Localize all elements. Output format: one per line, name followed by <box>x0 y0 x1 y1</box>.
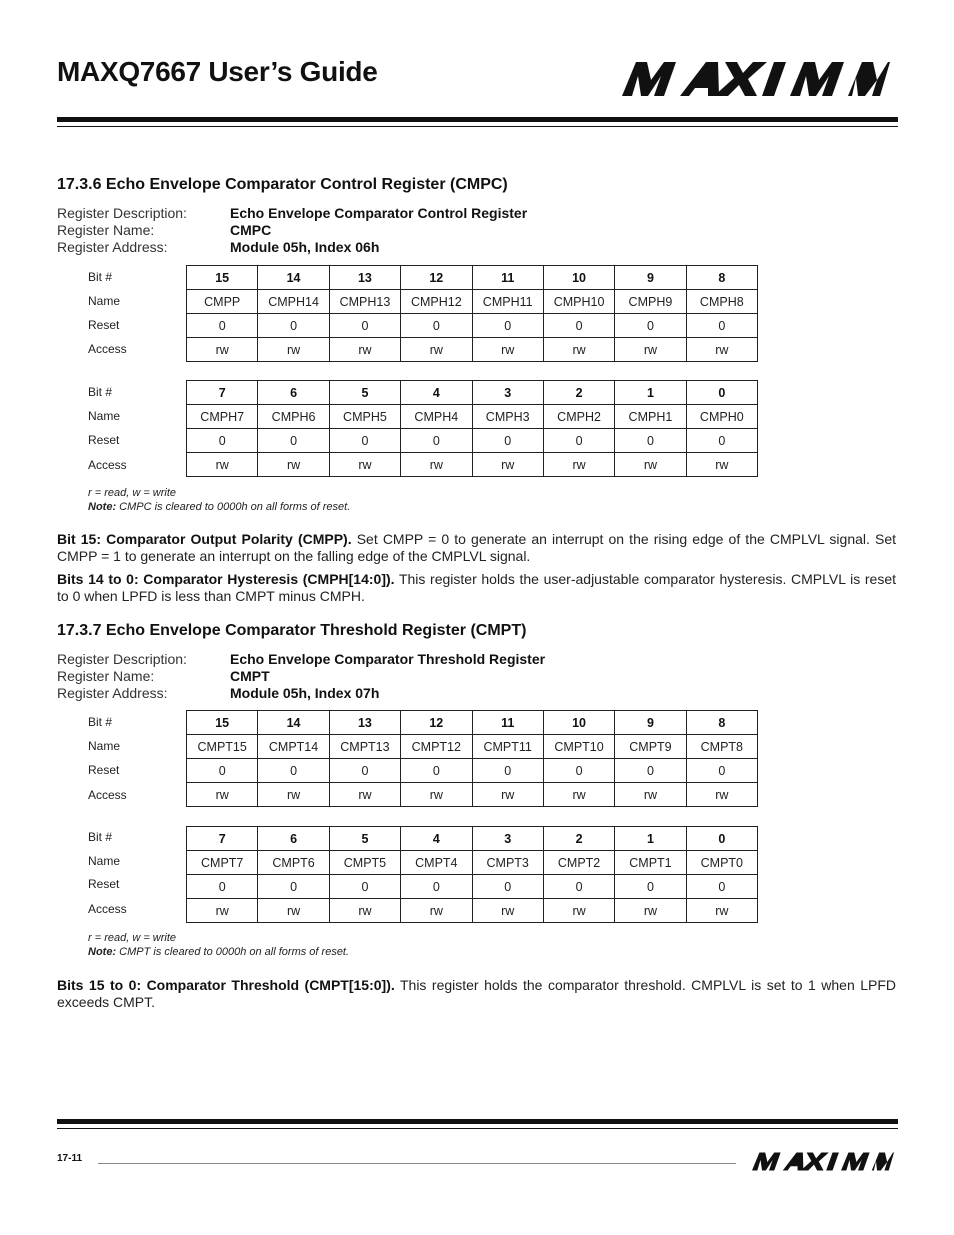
bit-name-cell: CMPT14 <box>258 735 329 759</box>
reset-value-cell: 0 <box>615 314 686 338</box>
bit-number-cell: 2 <box>543 381 614 405</box>
access-type-cell: rw <box>543 338 614 362</box>
bit-number-cell: 15 <box>187 711 258 735</box>
bit-name-cell: CMPT13 <box>329 735 400 759</box>
access-type-cell: rw <box>187 453 258 477</box>
access-type-cell: rw <box>329 899 400 923</box>
bit-name-cell: CMPT9 <box>615 735 686 759</box>
bit-number-cell: 13 <box>329 711 400 735</box>
table-row <box>187 429 758 453</box>
row-label-bit: Bit # <box>88 830 113 844</box>
access-legend: r = read, w = write <box>88 487 177 499</box>
bit-number-cell: 9 <box>615 266 686 290</box>
bit-description-text: This register holds the user-adjustable comparator hysteresis. CMPLVL is reset to 0 when LPFD is less than CMPT minus CMPH. <box>57 571 896 604</box>
bit-name-cell: CMPH7 <box>187 405 258 429</box>
reset-value-cell: 0 <box>187 429 258 453</box>
reset-value-cell: 0 <box>472 875 543 899</box>
bit-name-cell: CMPH9 <box>615 290 686 314</box>
reset-note <box>88 500 350 514</box>
legend-cmpt <box>88 931 349 959</box>
reset-value-cell: 0 <box>258 314 329 338</box>
table-row <box>187 875 758 899</box>
reset-value-cell: 0 <box>401 875 472 899</box>
bit-name-cell: CMPH14 <box>258 290 329 314</box>
bit-number-cell: 1 <box>615 381 686 405</box>
bit-number-cell: 0 <box>686 827 757 851</box>
access-type-cell: rw <box>686 783 757 807</box>
bit-number-cell: 3 <box>472 827 543 851</box>
bit-name-cell: CMPH10 <box>543 290 614 314</box>
bit-description-heading: Bit 15: Comparator Output Polarity (CMPP). <box>57 531 352 547</box>
bit-name-cell: CMPT2 <box>543 851 614 875</box>
table-row <box>187 851 758 875</box>
note-text: CMPT is cleared to 0000h on all forms of reset. <box>116 946 350 958</box>
bit-number-cell: 8 <box>686 266 757 290</box>
access-type-cell: rw <box>401 783 472 807</box>
bit-name-cell: CMPH5 <box>329 405 400 429</box>
section-title-cmpt: 17.3.7 Echo Envelope Comparator Threshold Register (CMPT) <box>57 622 527 639</box>
reset-value-cell: 0 <box>401 759 472 783</box>
bit-name-cell: CMPT15 <box>187 735 258 759</box>
meta-value: Module 05h, Index 06h <box>230 239 380 255</box>
meta-label: Register Name: <box>57 668 155 684</box>
reset-value-cell: 0 <box>258 875 329 899</box>
bit-description <box>57 531 896 565</box>
row-label-name: Name <box>88 294 121 308</box>
table-row <box>187 827 758 851</box>
bit-number-cell: 8 <box>686 711 757 735</box>
bit-name-cell: CMPT11 <box>472 735 543 759</box>
note-label: Note: <box>88 946 117 958</box>
reset-value-cell: 0 <box>543 875 614 899</box>
bit-number-cell: 10 <box>543 266 614 290</box>
reset-value-cell: 0 <box>472 759 543 783</box>
bit-name-cell: CMPT3 <box>472 851 543 875</box>
row-label-name: Name <box>88 409 121 423</box>
access-type-cell: rw <box>329 453 400 477</box>
access-type-cell: rw <box>615 783 686 807</box>
bit-name-cell: CMPH1 <box>615 405 686 429</box>
meta-value: CMPC <box>230 222 272 238</box>
access-type-cell: rw <box>543 453 614 477</box>
bit-name-cell: CMPT5 <box>329 851 400 875</box>
reset-value-cell: 0 <box>686 875 757 899</box>
reset-value-cell: 0 <box>258 429 329 453</box>
reset-value-cell: 0 <box>187 314 258 338</box>
bit-table <box>186 710 758 807</box>
access-type-cell: rw <box>401 453 472 477</box>
row-label-bit: Bit # <box>88 270 113 284</box>
access-type-cell: rw <box>615 453 686 477</box>
bit-number-cell: 13 <box>329 266 400 290</box>
note-label: Note: <box>88 501 117 513</box>
bit-name-cell: CMPT6 <box>258 851 329 875</box>
table-row <box>187 783 758 807</box>
table-row <box>187 711 758 735</box>
row-label-access: Access <box>88 788 127 802</box>
bit-number-cell: 5 <box>329 381 400 405</box>
access-type-cell: rw <box>615 899 686 923</box>
reset-value-cell: 0 <box>472 314 543 338</box>
access-type-cell: rw <box>686 899 757 923</box>
reset-value-cell: 0 <box>615 875 686 899</box>
reset-value-cell: 0 <box>329 429 400 453</box>
access-type-cell: rw <box>686 338 757 362</box>
page-number: 17-11 <box>57 1153 83 1164</box>
bit-number-cell: 2 <box>543 827 614 851</box>
reset-value-cell: 0 <box>401 429 472 453</box>
access-type-cell: rw <box>472 783 543 807</box>
reset-value-cell: 0 <box>686 429 757 453</box>
row-label-name: Name <box>88 739 121 753</box>
bit-number-cell: 11 <box>472 711 543 735</box>
bit-number-cell: 0 <box>686 381 757 405</box>
access-type-cell: rw <box>329 783 400 807</box>
meta-value: CMPT <box>230 668 270 684</box>
reset-value-cell: 0 <box>329 875 400 899</box>
bit-number-cell: 3 <box>472 381 543 405</box>
bit-table <box>186 265 758 362</box>
bit-number-cell: 10 <box>543 711 614 735</box>
access-type-cell: rw <box>543 899 614 923</box>
table-row <box>187 314 758 338</box>
table-row <box>187 266 758 290</box>
bit-name-cell: CMPT12 <box>401 735 472 759</box>
reset-value-cell: 0 <box>401 314 472 338</box>
meta-label: Register Address: <box>57 685 168 701</box>
bit-number-cell: 4 <box>401 827 472 851</box>
table-row <box>187 381 758 405</box>
row-label-bit: Bit # <box>88 385 113 399</box>
access-legend: r = read, w = write <box>88 932 177 944</box>
register-meta-cmpt <box>57 651 545 702</box>
bit-number-cell: 6 <box>258 827 329 851</box>
meta-label: Register Description: <box>57 205 187 221</box>
reset-note <box>88 945 349 959</box>
reset-value-cell: 0 <box>258 759 329 783</box>
bit-name-cell: CMPT10 <box>543 735 614 759</box>
access-type-cell: rw <box>543 783 614 807</box>
reset-value-cell: 0 <box>686 759 757 783</box>
reset-value-cell: 0 <box>543 429 614 453</box>
bit-number-cell: 5 <box>329 827 400 851</box>
bit-name-cell: CMPT0 <box>686 851 757 875</box>
meta-value: Module 05h, Index 07h <box>230 685 380 701</box>
bit-name-cell: CMPT8 <box>686 735 757 759</box>
bit-name-cell: CMPP <box>187 290 258 314</box>
footer-rule-thin <box>57 1128 898 1129</box>
meta-label: Register Name: <box>57 222 155 238</box>
access-type-cell: rw <box>187 783 258 807</box>
reset-value-cell: 0 <box>615 759 686 783</box>
header-rule <box>57 117 898 122</box>
bit-description-text: This register holds the comparator threshold. CMPLVL is set to 1 when LPFD exceeds CMPT. <box>57 977 896 1010</box>
bit-number-cell: 9 <box>615 711 686 735</box>
bit-name-cell: CMPH12 <box>401 290 472 314</box>
bit-number-cell: 6 <box>258 381 329 405</box>
meta-value: Echo Envelope Comparator Control Register <box>230 205 528 221</box>
bit-table <box>186 380 758 477</box>
access-type-cell: rw <box>258 453 329 477</box>
reset-value-cell: 0 <box>329 759 400 783</box>
section-title-cmpc: 17.3.6 Echo Envelope Comparator Control Register (CMPC) <box>57 176 508 193</box>
access-type-cell: rw <box>472 899 543 923</box>
access-type-cell: rw <box>258 899 329 923</box>
bit-name-cell: CMPT4 <box>401 851 472 875</box>
note-text: CMPC is cleared to 0000h on all forms of reset. <box>116 501 351 513</box>
meta-label: Register Description: <box>57 651 187 667</box>
bit-name-cell: CMPH13 <box>329 290 400 314</box>
bit-description-text: Set CMPP = 0 to generate an interrupt on the rising edge of the CMPLVL signal. Set CMPP = 1 to generate an interrupt on the falling edge of the CMPLVL signal. <box>57 531 896 564</box>
bit-number-cell: 14 <box>258 266 329 290</box>
header-rule-thin <box>57 126 898 127</box>
row-label-reset: Reset <box>88 877 120 891</box>
reset-value-cell: 0 <box>187 875 258 899</box>
reset-value-cell: 0 <box>329 314 400 338</box>
page-title: MAXQ7667 User’s Guide <box>57 56 378 87</box>
access-type-cell: rw <box>401 899 472 923</box>
row-label-reset: Reset <box>88 318 120 332</box>
access-type-cell: rw <box>187 899 258 923</box>
bit-name-cell: CMPT7 <box>187 851 258 875</box>
bit-name-cell: CMPH0 <box>686 405 757 429</box>
bit-number-cell: 12 <box>401 266 472 290</box>
access-type-cell: rw <box>258 783 329 807</box>
access-type-cell: rw <box>187 338 258 362</box>
table-row <box>187 290 758 314</box>
access-type-cell: rw <box>615 338 686 362</box>
meta-label: Register Address: <box>57 239 168 255</box>
maxim-logo-icon <box>622 62 890 96</box>
maxim-logo-icon <box>752 1152 894 1171</box>
row-label-reset: Reset <box>88 763 120 777</box>
reset-value-cell: 0 <box>472 429 543 453</box>
bit-number-cell: 12 <box>401 711 472 735</box>
access-type-cell: rw <box>329 338 400 362</box>
row-label-reset: Reset <box>88 433 120 447</box>
bit-number-cell: 1 <box>615 827 686 851</box>
table-row <box>187 899 758 923</box>
access-type-cell: rw <box>686 453 757 477</box>
access-type-cell: rw <box>258 338 329 362</box>
footer-rule <box>57 1119 898 1124</box>
row-label-access: Access <box>88 342 127 356</box>
bit-number-cell: 7 <box>187 381 258 405</box>
row-label-access: Access <box>88 902 127 916</box>
access-type-cell: rw <box>401 338 472 362</box>
bit-table <box>186 826 758 923</box>
bit-name-cell: CMPH11 <box>472 290 543 314</box>
meta-value: Echo Envelope Comparator Threshold Register <box>230 651 546 667</box>
bit-description <box>57 977 896 1011</box>
table-row <box>187 759 758 783</box>
row-label-bit: Bit # <box>88 715 113 729</box>
bit-number-cell: 14 <box>258 711 329 735</box>
bit-name-cell: CMPH8 <box>686 290 757 314</box>
bit-name-cell: CMPT1 <box>615 851 686 875</box>
reset-value-cell: 0 <box>615 429 686 453</box>
bit-description-heading: Bits 14 to 0: Comparator Hysteresis (CMPH[14:0]). <box>57 571 395 587</box>
reset-value-cell: 0 <box>686 314 757 338</box>
reset-value-cell: 0 <box>543 314 614 338</box>
bit-name-cell: CMPH4 <box>401 405 472 429</box>
bit-number-cell: 15 <box>187 266 258 290</box>
table-row <box>187 453 758 477</box>
footer-divider <box>98 1163 736 1164</box>
reset-value-cell: 0 <box>543 759 614 783</box>
row-label-access: Access <box>88 458 127 472</box>
register-meta-cmpc <box>57 205 527 256</box>
access-type-cell: rw <box>472 453 543 477</box>
bit-number-cell: 4 <box>401 381 472 405</box>
row-label-name: Name <box>88 854 121 868</box>
table-row <box>187 338 758 362</box>
bit-description-heading: Bits 15 to 0: Comparator Threshold (CMPT[15:0]). <box>57 977 395 993</box>
access-type-cell: rw <box>472 338 543 362</box>
table-row <box>187 405 758 429</box>
bit-name-cell: CMPH6 <box>258 405 329 429</box>
bit-name-cell: CMPH2 <box>543 405 614 429</box>
bit-name-cell: CMPH3 <box>472 405 543 429</box>
bit-number-cell: 11 <box>472 266 543 290</box>
reset-value-cell: 0 <box>187 759 258 783</box>
table-row <box>187 735 758 759</box>
legend-cmpc <box>88 486 350 514</box>
bit-number-cell: 7 <box>187 827 258 851</box>
bit-description <box>57 571 896 605</box>
